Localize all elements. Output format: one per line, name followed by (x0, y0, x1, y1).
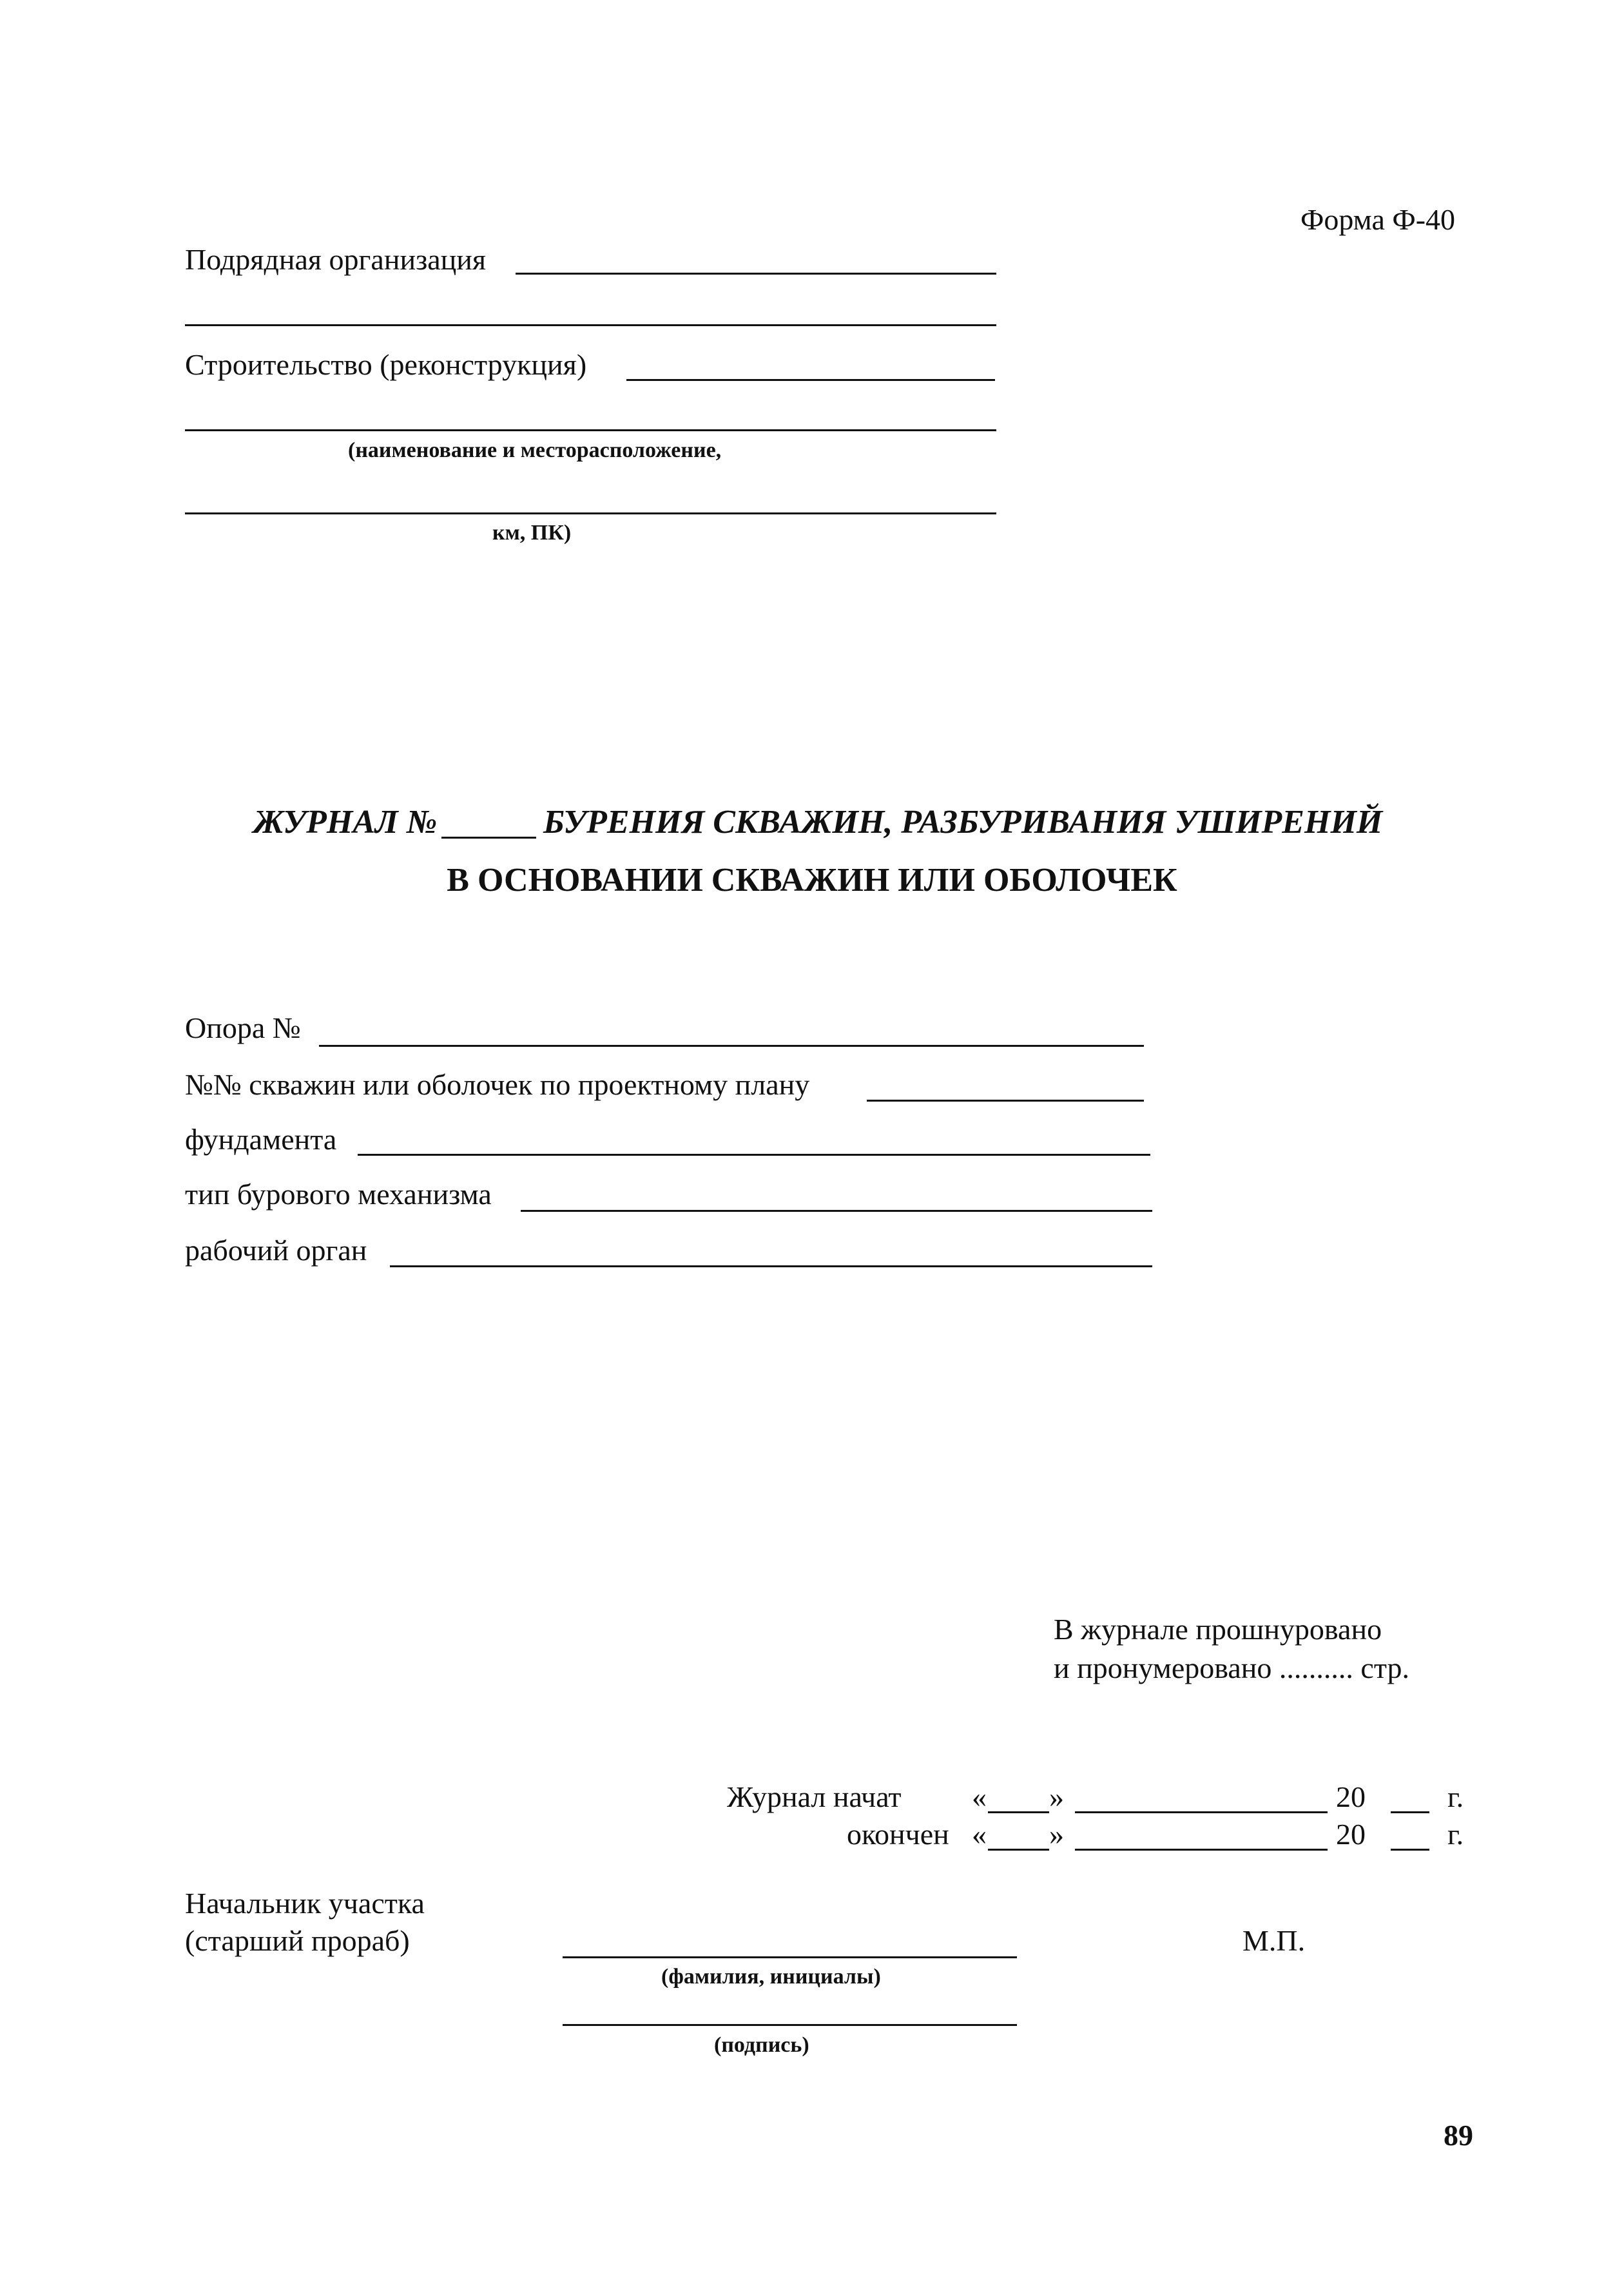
end-day-field[interactable] (988, 1849, 1049, 1851)
construction-name-field[interactable] (185, 429, 996, 431)
end-year-suffix: г. (1447, 1818, 1464, 1851)
start-year-field[interactable] (1391, 1811, 1429, 1813)
journal-title-line1: БУРЕНИЯ СКВАЖИН, РАЗБУРИВАНИЯ УШИРЕНИЙ (543, 804, 1383, 841)
journal-started-label: Журнал начат (727, 1780, 902, 1813)
construction-field[interactable] (626, 379, 995, 381)
binding-line1: В журнале прошнуровано (1054, 1613, 1382, 1646)
name-field[interactable] (563, 1956, 1017, 1958)
journal-finished-label: окончен (847, 1818, 949, 1851)
position-line1: Начальник участка (185, 1887, 425, 1920)
start-month-field[interactable] (1075, 1811, 1328, 1813)
start-close-quote: » (1049, 1780, 1064, 1813)
end-year-prefix: 20 (1336, 1818, 1366, 1851)
drill-type-label: тип бурового механизма (185, 1178, 492, 1211)
binding-line2: и пронумеровано .......... стр. (1054, 1651, 1409, 1684)
contractor-field[interactable] (516, 273, 996, 275)
km-pk-field[interactable] (185, 512, 996, 514)
wells-field[interactable] (867, 1100, 1144, 1102)
name-caption: (фамилия, инициалы) (661, 1965, 881, 1989)
contractor-field-continuation[interactable] (185, 324, 996, 326)
start-open-quote: « (972, 1780, 987, 1813)
start-year-suffix: г. (1447, 1780, 1464, 1813)
end-month-field[interactable] (1075, 1849, 1328, 1851)
end-open-quote: « (972, 1818, 987, 1851)
form-number: Форма Ф-40 (1300, 203, 1456, 236)
signature-field[interactable] (563, 2024, 1017, 2026)
end-close-quote: » (1049, 1818, 1064, 1851)
drill-type-field[interactable] (521, 1210, 1152, 1212)
start-day-field[interactable] (988, 1811, 1049, 1813)
journal-title-line2: В ОСНОВАНИИ СКВАЖИН ИЛИ ОБОЛОЧЕК (447, 862, 1177, 899)
journal-number-field[interactable] (441, 837, 536, 839)
stamp-placeholder: М.П. (1242, 1924, 1306, 1957)
journal-title-prefix: ЖУРНАЛ № (253, 804, 438, 841)
working-body-label: рабочий орган (185, 1234, 367, 1267)
construction-label: Строительство (реконструкция) (185, 348, 587, 381)
name-location-caption: (наименование и месторасположение, (348, 438, 722, 462)
end-year-field[interactable] (1391, 1849, 1429, 1851)
support-field[interactable] (319, 1045, 1144, 1047)
km-pk-caption: км, ПК) (492, 521, 572, 545)
start-year-prefix: 20 (1336, 1780, 1366, 1813)
page-number: 89 (1444, 2119, 1473, 2152)
working-body-field[interactable] (390, 1265, 1152, 1267)
wells-label: №№ скважин или оболочек по проектному плану (185, 1068, 810, 1101)
contractor-label: Подрядная организация (185, 243, 487, 276)
foundation-label: фундамента (185, 1123, 337, 1156)
support-label: Опора № (185, 1011, 301, 1044)
foundation-field[interactable] (358, 1154, 1150, 1156)
position-line2: (старший прораб) (185, 1924, 410, 1957)
signature-caption: (подпись) (714, 2033, 809, 2057)
